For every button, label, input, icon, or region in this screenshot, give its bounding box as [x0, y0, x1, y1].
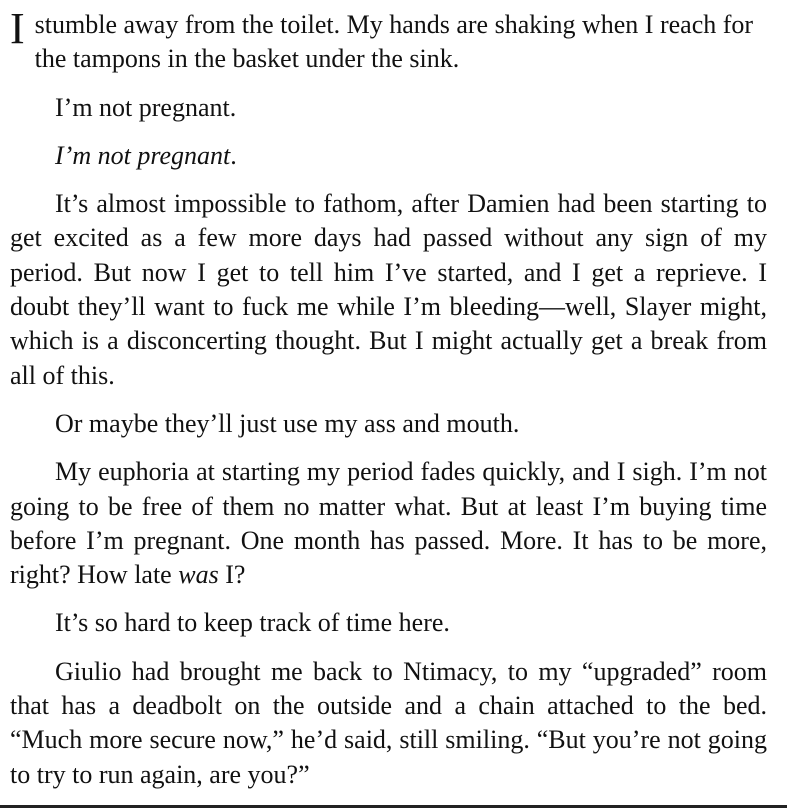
paragraph-1-text: stumble away from the toilet. My hands are shaking when I reach for the tampons in the basket under the sink.	[34, 10, 754, 74]
paragraph-5: Or maybe they’ll just use my ass and mouth.	[55, 408, 520, 438]
paragraph-1	[10, 4, 767, 77]
book-page	[10, 4, 767, 806]
paragraph-3-italic: I’m not pregnant	[55, 140, 231, 170]
paragraph-8: Giulio had brought me back to Ntimacy, to my “upgraded” room that has a deadbolt on the outside and a chain attached to the bed. “Much more secure now,” he’d said, still smiling. “But you’re not going to try to run again, are you?”	[10, 656, 767, 789]
paragraph-7: It’s so hard to keep track of time here.	[55, 608, 450, 638]
paragraph-2: I’m not pregnant.	[55, 92, 237, 122]
paragraph-6	[10, 455, 767, 592]
paragraph-4: It’s almost impossible to fathom, after Damien had been starting to get excited as a few more days had passed without any sign of my period. But now I get to tell him I’ve started, and I get a reprieve. I doubt they’ll want to fuck me while I’m bleeding—well, Slayer might, which is a disconcerting thought. But I might actually get a break from all of this.	[10, 189, 767, 390]
paragraph-6-italic: was	[178, 560, 219, 590]
paragraph-6-after: I?	[218, 560, 246, 590]
paragraph-3	[10, 139, 767, 173]
paragraph-3-after: .	[230, 140, 237, 170]
paragraph-6-before: My euphoria at starting my period fades quickly, and I sigh. I’m not going to be free of them no matter what. But at least I’m buying time before I’m pregnant. One month has passed. More. It has to be more, right? How late	[10, 457, 767, 590]
drop-cap: I	[10, 4, 25, 53]
